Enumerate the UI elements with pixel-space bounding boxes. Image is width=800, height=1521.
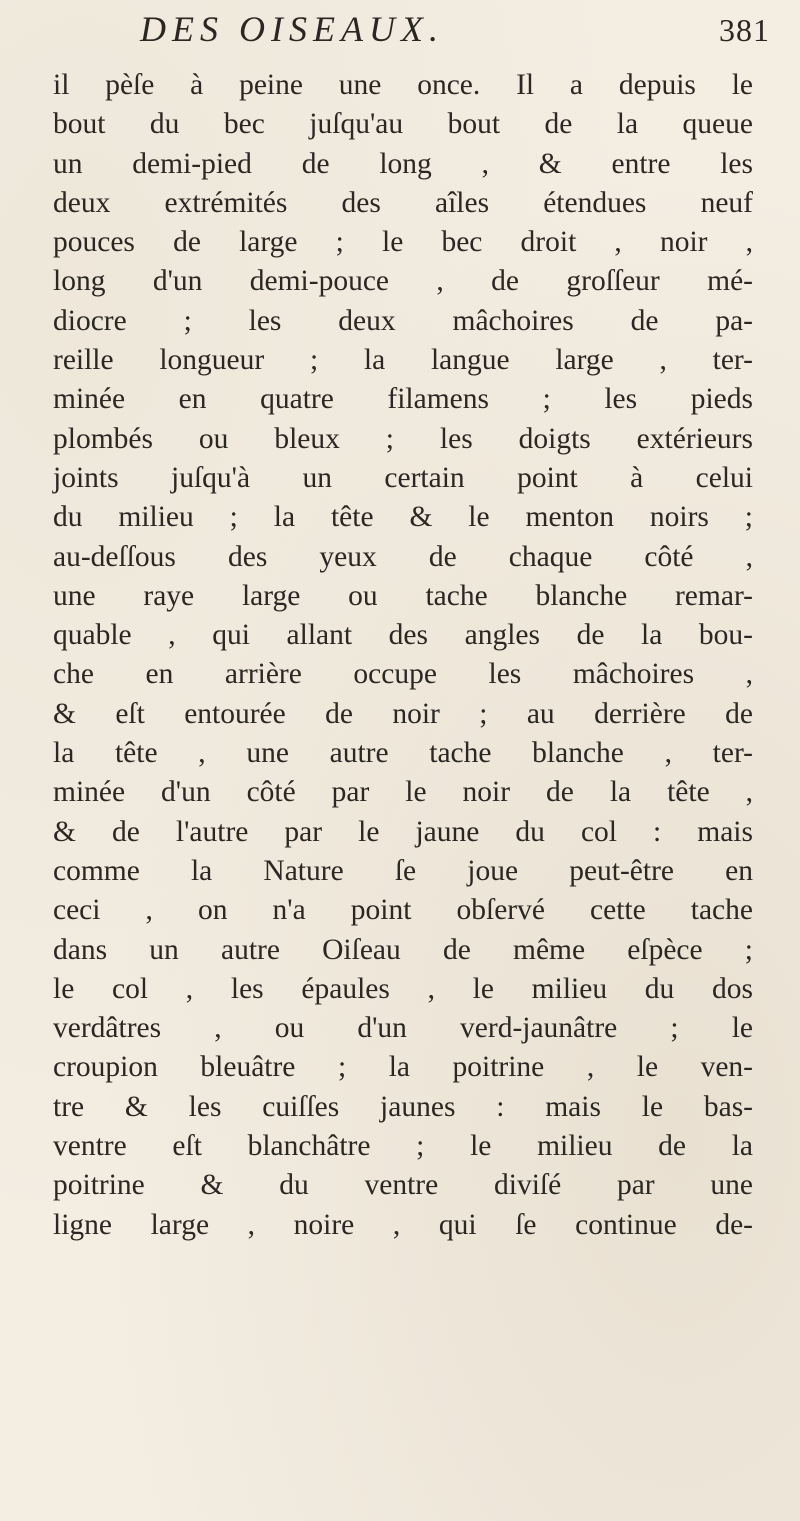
text-line: reille longueur ; la langue large , ter- xyxy=(53,344,753,377)
text-line: dans un autre Oiſeau de même eſpèce ; xyxy=(53,933,753,966)
text-line: du milieu ; la tête & le menton noirs ; xyxy=(53,501,753,534)
text-line: tre & les cuiſſes jaunes : mais le bas- xyxy=(53,1090,753,1123)
text-line: au-deſſous des yeux de chaque côté , xyxy=(53,540,753,573)
text-line: che en arrière occupe les mâchoires , xyxy=(53,658,753,691)
text-line: comme la Nature ſe joue peut-être en xyxy=(53,854,753,887)
text-line: croupion bleuâtre ; la poitrine , le ven- xyxy=(53,1051,753,1084)
text-line: bout du bec juſqu'au bout de la queue xyxy=(53,108,753,141)
text-line: deux extrémités des aîles étendues neuf xyxy=(53,186,753,219)
text-line: & eſt entourée de noir ; au derrière de xyxy=(53,697,753,730)
text-line: long d'un demi-pouce , de groſſeur mé- xyxy=(53,265,753,298)
text-line: quable , qui allant des angles de la bou- xyxy=(53,619,753,652)
text-line: verdâtres , ou d'un verd-jaunâtre ; le xyxy=(53,1012,753,1045)
text-line: & de l'autre par le jaune du col : mais xyxy=(53,815,753,848)
text-line: diocre ; les deux mâchoires de pa- xyxy=(53,304,753,337)
text-line: joints juſqu'à un certain point à celui xyxy=(53,461,753,494)
text-line: le col , les épaules , le milieu du dos xyxy=(53,972,753,1005)
text-line: il pèſe à peine une once. Il a depuis le xyxy=(53,69,753,101)
text-line: poitrine & du ventre diviſé par une xyxy=(53,1169,753,1202)
page-number: 381 xyxy=(719,12,770,48)
text-line: pouces de large ; le bec droit , noir , xyxy=(53,226,753,259)
running-head-title: DES OISEAUX. xyxy=(140,9,444,49)
text-line: minée d'un côté par le noir de la tête , xyxy=(53,776,753,809)
text-line: minée en quatre filamens ; les pieds xyxy=(53,383,753,416)
text-line: ventre eſt blanchâtre ; le milieu de la xyxy=(53,1130,753,1163)
text-line: ligne large , noire , qui ſe continue de- xyxy=(53,1208,753,1241)
text-line: la tête , une autre tache blanche , ter- xyxy=(53,737,753,770)
text-line: ceci , on n'a point obſervé cette tache xyxy=(53,894,753,927)
text-line: une raye large ou tache blanche remar- xyxy=(53,579,753,612)
text-line: un demi-pied de long , & entre les xyxy=(53,147,753,180)
running-head xyxy=(140,8,770,52)
body-text xyxy=(53,66,753,1245)
text-line: plombés ou bleux ; les doigts extérieurs xyxy=(53,422,753,455)
